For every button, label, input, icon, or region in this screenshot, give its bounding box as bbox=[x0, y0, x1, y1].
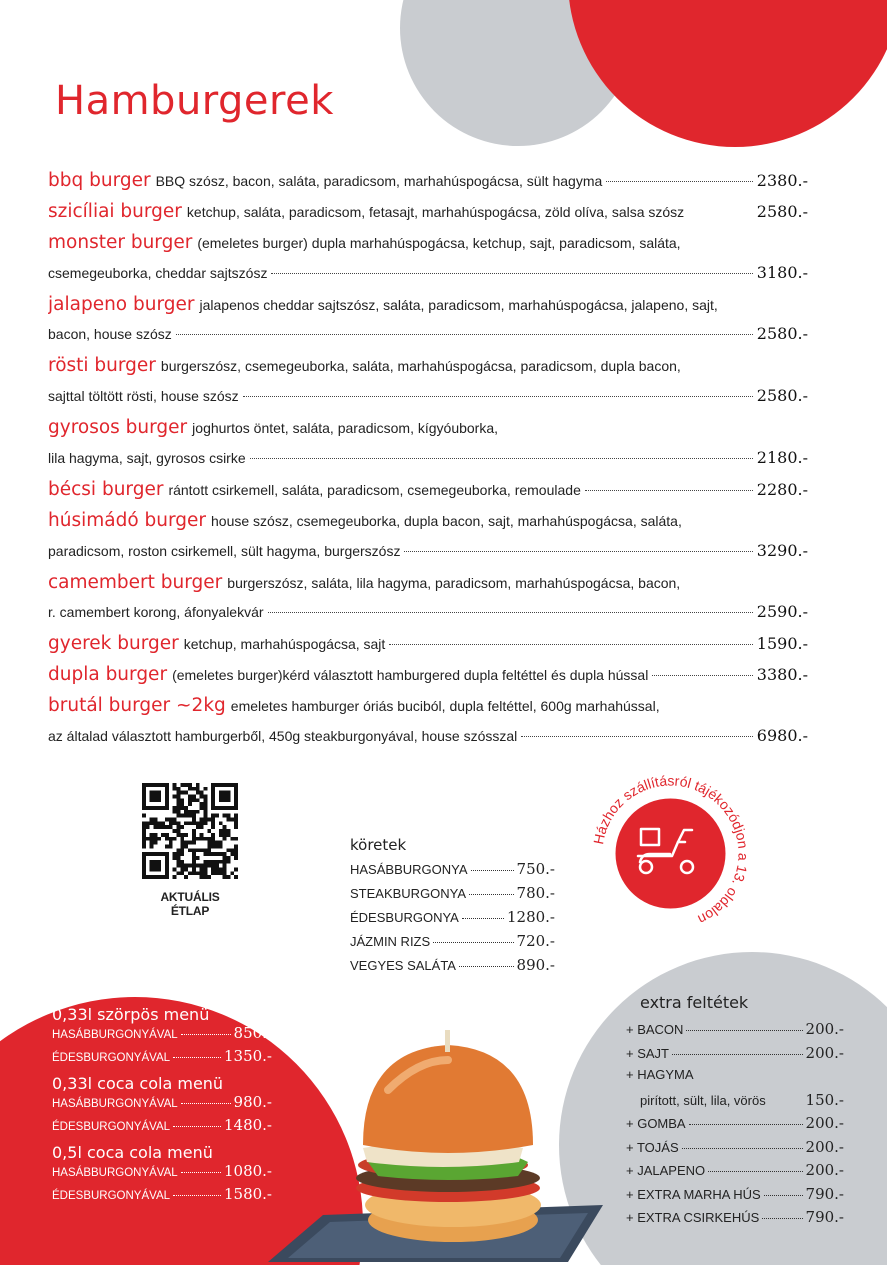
burger-desc: rántott csirkemell, saláta, paradicsom, csemegeuborka, remoulade bbox=[168, 481, 581, 498]
burger-name: szicíliai burger bbox=[48, 200, 182, 222]
burger-name: rösti burger bbox=[48, 355, 156, 377]
delivery-text: Házhoz szállításról tájékozódjon a 13. oldalon bbox=[590, 772, 752, 928]
burger-line bbox=[48, 201, 808, 232]
burger-name: jalapeno burger bbox=[48, 293, 195, 315]
list-item: HASÁBBURGONYA 750.- bbox=[350, 860, 555, 878]
burger-desc: burgerszósz, saláta, lila hagyma, paradicsom, marhahúspogácsa, bacon, bbox=[227, 574, 681, 591]
burger-price: 2380.- bbox=[756, 171, 808, 190]
burger-price: 3290.- bbox=[756, 540, 808, 560]
list-item: pirított, sült, lila, vörös 150.- bbox=[640, 1090, 844, 1109]
list-item: JÁZMIN RIZS 720.- bbox=[350, 932, 555, 950]
list-item: HASÁBBURGONYÁVAL 1080.- bbox=[52, 1162, 272, 1180]
list-item: + EXTRA MARHA HÚS 790.- bbox=[626, 1184, 844, 1203]
burger-price: 3180.- bbox=[756, 262, 808, 282]
burger-name: bécsi burger bbox=[48, 478, 164, 500]
burger-name: camembert burger bbox=[48, 571, 223, 593]
list-item: ÉDESBURGONYÁVAL 1480.- bbox=[52, 1116, 272, 1134]
burger-price: 3380.- bbox=[756, 665, 808, 685]
burger-name: dupla burger bbox=[48, 664, 168, 686]
sides-section bbox=[350, 836, 555, 980]
burger-price: 2580.- bbox=[756, 201, 808, 221]
burger-price: 2580.- bbox=[756, 324, 808, 344]
list-item: STEAKBURGONYA 780.- bbox=[350, 884, 555, 902]
burger-desc: r. camembert korong, áfonyalekvár bbox=[48, 604, 264, 621]
burger-line bbox=[48, 170, 808, 201]
burger-desc: lila hagyma, sajt, gyrosos csirke bbox=[48, 450, 246, 467]
burger-name: gyerek burger bbox=[48, 633, 179, 655]
burger-list bbox=[48, 170, 808, 757]
burger-line bbox=[48, 664, 808, 695]
menus-heading: menük bbox=[52, 978, 107, 997]
qr-caption: AKTUÁLIS ÉTLAP bbox=[160, 890, 220, 918]
burger-price: 2280.- bbox=[756, 479, 808, 499]
burger-line bbox=[48, 232, 808, 263]
burger-line bbox=[48, 355, 808, 386]
list-item: ÉDESBURGONYÁVAL 1580.- bbox=[52, 1185, 272, 1203]
list-item: VEGYES SALÁTA 890.- bbox=[350, 956, 555, 974]
burger-price: 2180.- bbox=[756, 448, 808, 468]
burger-line bbox=[48, 448, 808, 479]
page-title: Hamburgerek bbox=[55, 78, 334, 124]
list-item: ÉDESBURGONYÁVAL 1350.- bbox=[52, 1047, 272, 1065]
burger-line bbox=[48, 726, 808, 757]
burger-price: 2590.- bbox=[756, 602, 808, 622]
burger-line bbox=[48, 324, 808, 355]
menu-group-title: 0,33l coca cola menü bbox=[52, 1074, 224, 1093]
burger-line bbox=[48, 386, 808, 417]
burger-name: húsimádó burger bbox=[48, 509, 207, 531]
list-item: ÉDESBURGONYA 1280.- bbox=[350, 908, 555, 926]
burger-line bbox=[48, 541, 808, 572]
burger-desc: ketchup, marhahúspogácsa, sajt bbox=[183, 636, 386, 653]
burger-name: brutál burger ~2kg bbox=[48, 695, 226, 717]
burger-price: 6980.- bbox=[756, 726, 808, 746]
burger-desc: (emeletes burger)kérd választott hamburgered dupla feltéttel és dupla hússal bbox=[172, 667, 649, 684]
burger-desc: paradicsom, roston csirkemell, sült hagyma, burgerszósz bbox=[48, 542, 401, 559]
burger-desc: ketchup, saláta, paradicsom, fetasajt, marhahúspogácsa, zöld olíva, salsa szósz bbox=[186, 203, 685, 220]
burger-line bbox=[48, 695, 808, 726]
qr-code[interactable] bbox=[142, 783, 238, 879]
list-item: HASÁBBURGONYÁVAL 850.- bbox=[52, 1024, 272, 1042]
burger-desc: csemegeuborka, cheddar sajtszósz bbox=[48, 264, 268, 281]
sides-heading: köretek bbox=[350, 836, 407, 854]
burger-desc: sajttal töltött rösti, house szósz bbox=[48, 388, 239, 405]
burger-line bbox=[48, 510, 808, 541]
extras-section bbox=[626, 993, 844, 1232]
menus-section bbox=[52, 978, 272, 1208]
burger-desc: az általad választott hamburgerből, 450g steakburgonyával, house szósszal bbox=[48, 728, 518, 745]
list-item: + JALAPENO 200.- bbox=[626, 1161, 844, 1179]
burger-desc: (emeletes burger) dupla marhahúspogácsa, ketchup, sajt, paradicsom, saláta, bbox=[197, 234, 681, 251]
burger-price: 2580.- bbox=[756, 386, 808, 406]
red-circle-top bbox=[568, 0, 887, 147]
burger-name: bbq burger bbox=[48, 170, 151, 191]
burger-desc: burgerszósz, csemegeuborka, saláta, marhahúspogácsa, paradicsom, dupla bacon, bbox=[160, 358, 681, 375]
burger-desc: BBQ szósz, bacon, saláta, paradicsom, marhahúspogácsa, sült hagyma bbox=[155, 173, 603, 189]
list-item: + TOJÁS 200.- bbox=[626, 1137, 844, 1156]
extras-heading: extra feltétek bbox=[640, 993, 749, 1012]
burger-desc: bacon, house szósz bbox=[48, 326, 172, 343]
burger-name: gyrosos burger bbox=[48, 417, 188, 439]
burger-line bbox=[48, 479, 808, 510]
burger-photo bbox=[268, 1030, 613, 1265]
burger-line bbox=[48, 417, 808, 448]
burger-desc: jalapenos cheddar sajtszósz, saláta, paradicsom, marhahúspogácsa, jalapeno, sajt, bbox=[199, 296, 718, 313]
delivery-badge bbox=[583, 766, 758, 941]
list-item: + EXTRA CSIRKEHÚS 790.- bbox=[626, 1208, 844, 1226]
qr-block bbox=[141, 783, 239, 918]
burger-desc: house szósz, csemegeuborka, dupla bacon, sajt, marhahúspogácsa, saláta, bbox=[211, 512, 682, 529]
burger-desc: joghurtos öntet, saláta, paradicsom, kígyóuborka, bbox=[192, 420, 499, 437]
burger-price: 1590.- bbox=[756, 634, 808, 654]
menu-group-title: 0,33l szörpös menü bbox=[52, 1005, 210, 1024]
burger-line bbox=[48, 294, 808, 325]
burger-desc: emeletes hamburger óriás buciból, dupla feltéttel, 600g marhahússal, bbox=[230, 698, 660, 715]
menu-group-title: 0,5l coca cola menü bbox=[52, 1143, 213, 1162]
list-item: + BACON 200.- bbox=[626, 1020, 844, 1038]
burger-line bbox=[48, 633, 808, 664]
burger-line bbox=[48, 572, 808, 603]
list-item: HASÁBBURGONYÁVAL 980.- bbox=[52, 1093, 272, 1111]
burger-line bbox=[48, 263, 808, 294]
burger-line bbox=[48, 602, 808, 633]
list-item: + GOMBA 200.- bbox=[626, 1114, 844, 1132]
list-item: + HAGYMA bbox=[626, 1067, 694, 1082]
list-item: + SAJT 200.- bbox=[626, 1043, 844, 1062]
burger-name: monster burger bbox=[48, 231, 193, 253]
